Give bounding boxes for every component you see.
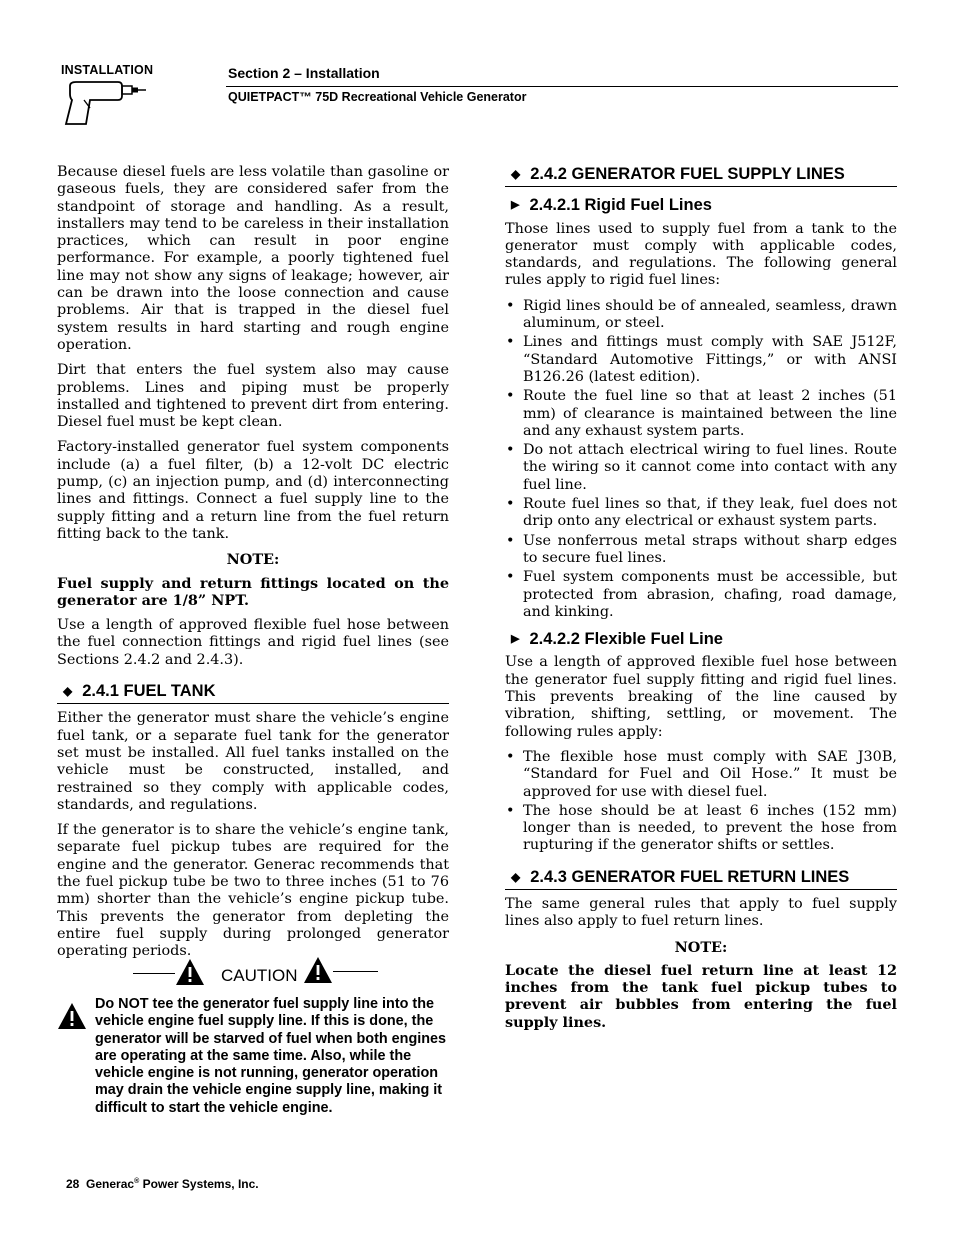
paragraph-flexible-hose: Use a length of approved flexible fuel hose between the fuel connection fittings and rigid fuel lines (see Sections 2.4.2 and 2.4.3).	[57, 617, 449, 668]
list-item-text: Do not attach electrical wiring to fuel lines. Route the wiring so it cannot come into contact with any fuel line.	[523, 442, 897, 493]
heading-fuel-tank	[57, 683, 449, 704]
heading-fuel-tank-label: 2.4.1 FUEL TANK	[82, 682, 216, 701]
note-label: NOTE:	[226, 551, 280, 569]
flexible-rules-list	[505, 749, 897, 855]
list-item	[505, 442, 897, 494]
paragraph-fuel-tank: Either the generator must share the vehicle’s engine fuel tank, or a separate fuel tank for the generator set must be installed. All fuel tanks installed on the vehicle must be constructed, installed, and restrained so they comply with applicable codes, standards, and regulations.	[57, 710, 449, 813]
list-item-text: The flexible hose must comply with SAE J30B, “Standard for Fuel and Oil Hose.” It must be approved for use with diesel fuel.	[523, 748, 897, 800]
list-item-text: Fuel system components must be accessible, but protected from abrasion, chafing, road damage, and kinking.	[523, 569, 897, 620]
left-column	[57, 164, 449, 968]
list-item	[505, 749, 897, 801]
bullet-icon: •	[506, 748, 515, 765]
list-item	[505, 334, 897, 386]
header-divider	[226, 86, 898, 87]
paragraph-diesel-safety: Because diesel fuels are less volatile than gasoline or gaseous fuels, they are considered safer from the standpoint of storage and handling. As a result, installers may tend to be careless in their installation practices, which can result in poor engine performance. For example, a poorly tightened fuel line may not show any signs of leakage; however, air can be drawn into the loose connection and cause problems. Air that is trapped in the diesel fuel system results in hard starting and rough engine operation.	[57, 164, 449, 353]
warning-triangle-icon	[57, 1002, 87, 1030]
paragraph-flexible-line: Use a length of approved flexible fuel hose between the generator fuel supply fitting and rigid fuel lines. This prevents breaking of the line caused by vibration, shifting, settling, or movement. The following rules apply:	[505, 654, 897, 740]
paragraph-dirt: Dirt that enters the fuel system also may cause problems. Lines and piping must be properly installed and tightened to prevent dirt from entering. Diesel fuel must be kept clean.	[57, 362, 449, 431]
paragraph-pickup-tubes: If the generator is to share the vehicle’s engine tank, separate fuel pickup tubes are required for the engine and the generator. Generac recommends that the fuel pickup tube be two to three inches (51 to 76 mm) shorter than the vehicle’s engine pickup tube. This prevents the generator from depleting the entire fuel supply during prolonged generator operating periods.	[57, 822, 449, 960]
warning-triangle-icon	[303, 956, 333, 984]
warning-triangle-icon	[175, 958, 205, 986]
footer-company-rest: Power Systems, Inc.	[139, 1177, 259, 1191]
note-return-line: Locate the diesel fuel return line at least 12 inches from the tank fuel pickup tubes to prevent air bubbles from entering the fuel supply lines.	[505, 961, 897, 1031]
note-fittings: Fuel supply and return fittings located on the generator are 1/8” NPT.	[57, 574, 449, 609]
bullet-icon: •	[506, 297, 515, 314]
heading-flexible-line-label: 2.4.2.2 Flexible Fuel Line	[529, 630, 723, 649]
heading-supply-lines-label: 2.4.2 GENERATOR FUEL SUPPLY LINES	[530, 165, 845, 183]
caution-rule-left	[133, 973, 175, 974]
triangle-bullet-icon: ▶	[511, 199, 520, 212]
heading-flexible-line	[505, 631, 897, 648]
diamond-icon: ◆	[63, 684, 73, 699]
paragraph-components: Factory-installed generator fuel system components include (a) a fuel filter, (b) a 12-volt DC electric pump, (c) an injection pump, and (d) interconnecting lines and fittings. Connect a fuel supply line to the supply fitting and a return line from the fuel return fitting back to the tank.	[57, 439, 449, 542]
list-item-text: Lines and fittings must comply with SAE J512F, “Standard Automotive Fittings,” or with ANSI B126.26 (latest edition).	[523, 334, 897, 385]
bullet-icon: •	[506, 532, 515, 549]
list-item-text: The hose should be at least 6 inches (152 mm) longer than is needed, to prevent the hose from rupturing if the generator shifts or settles.	[523, 802, 897, 854]
list-item	[505, 803, 897, 855]
list-item	[505, 388, 897, 440]
list-item-text: Use nonferrous metal straps without sharp edges to secure fuel lines.	[523, 532, 897, 566]
registered-mark: ®	[134, 1178, 140, 1185]
list-item	[505, 496, 897, 531]
heading-return-lines-label: 2.4.3 GENERATOR FUEL RETURN LINES	[530, 867, 850, 886]
rigid-rules-list	[505, 298, 897, 621]
list-item-text: Rigid lines should be of annealed, seamless, drawn aluminum, or steel.	[523, 297, 897, 332]
caution-label: CAUTION	[221, 966, 298, 985]
drill-icon	[60, 78, 150, 128]
caution-box	[57, 956, 449, 1136]
caution-rule-right	[333, 971, 378, 972]
bullet-icon: •	[506, 496, 515, 513]
list-item	[505, 569, 897, 621]
list-item-text: Route fuel lines so that, if they leak, fuel does not drip onto any electrical or exhaust system parts.	[523, 496, 897, 530]
diamond-icon: ◆	[511, 167, 521, 181]
page-number: 28	[66, 1177, 80, 1191]
page-header	[0, 0, 954, 140]
list-item	[505, 298, 897, 333]
note-label: NOTE:	[674, 938, 728, 956]
product-title: QUIETPACT™ 75D Recreational Vehicle Generator	[228, 90, 527, 104]
installation-logo-label: INSTALLATION	[61, 63, 154, 77]
list-item-text: Route the fuel line so that at least 2 inches (51 mm) of clearance is maintained between the line and any exhaust system parts.	[523, 388, 897, 439]
footer-company: Generac	[86, 1177, 135, 1191]
heading-rigid-lines-label: 2.4.2.1 Rigid Fuel Lines	[529, 196, 712, 215]
page-footer	[66, 1177, 259, 1191]
caution-header	[133, 956, 373, 992]
right-column	[505, 166, 897, 1039]
heading-supply-lines	[505, 166, 897, 187]
heading-return-lines	[505, 869, 897, 890]
bullet-icon: •	[506, 442, 515, 459]
paragraph-return-lines: The same general rules that apply to fuel supply lines also apply to fuel return lines.	[505, 895, 897, 930]
heading-rigid-lines	[505, 197, 897, 214]
caution-text: Do NOT tee the generator fuel supply line into the vehicle engine fuel supply line. If this is done, the generator will be starved of fuel when both engines are operating at the same time. Also, while the vehicle engine is not running, generator operation may drain the vehicle engine supply line, making it difficult to start the vehicle engine.	[95, 996, 447, 1116]
bullet-icon: •	[506, 802, 515, 819]
paragraph-rigid-lines: Those lines used to supply fuel from a tank to the generator must comply with applicable codes, standards, and regulations. The following general rules apply to rigid fuel lines:	[505, 220, 897, 289]
bullet-icon: •	[506, 334, 515, 351]
triangle-bullet-icon: ▶	[511, 633, 520, 646]
diamond-icon: ◆	[511, 869, 521, 884]
list-item	[505, 533, 897, 568]
section-title: Section 2 – Installation	[228, 65, 380, 81]
bullet-icon: •	[506, 569, 515, 586]
bullet-icon: •	[506, 388, 515, 405]
